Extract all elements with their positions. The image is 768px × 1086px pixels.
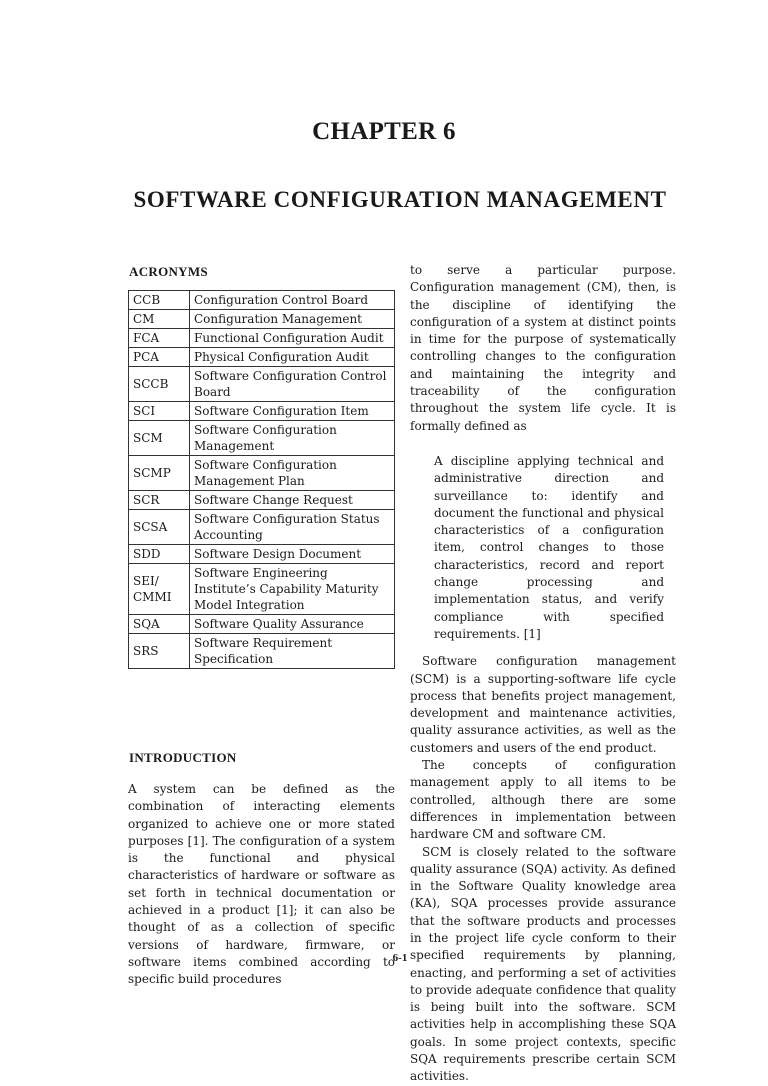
acronym-meaning: Software Requirement Specification [190,634,395,669]
acronym-row [129,545,395,564]
acronym-abbreviation: SCR [129,491,190,510]
acronym-abbreviation: SCSA [129,510,190,545]
acronym-abbreviation: SQA [129,615,190,634]
acronym-meaning: Functional Configuration Audit [190,329,395,348]
acronym-meaning: Software Configuration Management Plan [190,456,395,491]
acronym-abbreviation: PCA [129,348,190,367]
acronym-meaning: Software Quality Assurance [190,615,395,634]
acronym-row [129,367,395,402]
acronym-abbreviation: SCI [129,402,190,421]
acronym-row [129,564,395,615]
acronym-abbreviation: SCM [129,421,190,456]
acronym-row [129,510,395,545]
acronym-row [129,348,395,367]
acronyms-table [128,290,395,669]
acronym-row [129,310,395,329]
acronym-meaning: Configuration Control Board [190,291,395,310]
acronyms-heading: ACRONYMS [129,264,208,279]
acronym-meaning: Software Configuration Item [190,402,395,421]
chapter-subtitle: SOFTWARE CONFIGURATION MANAGEMENT [133,187,667,212]
scm-paragraph: Software configuration management (SCM) is a supporting-software life cycle process that benefits project management, development and maintenance activities, quality assurance activities, as well as the customers and users of the end product. [410,654,676,755]
acronym-meaning: Configuration Management [190,310,395,329]
cm-concepts-paragraph: The concepts of configuration management apply to all items to be controlled, although there are some differences in implementation between hardware CM and software CM. [410,758,676,842]
acronym-abbreviation: SDD [129,545,190,564]
acronym-abbreviation: SCCB [129,367,190,402]
acronym-meaning: Software Configuration Status Accounting [190,510,395,545]
intro-paragraph-continued: to serve a particular purpose. Configuration management (CM), then, is the discipline of identifying the configuration of a system at distinct points in time for the purpose of systematically controlling changes to the configuration and maintaining the integrity and traceability of the configuration throughout the system life cycle. It is formally defined as [410,263,676,433]
intro-paragraph-left: A system can be defined as the combination of interacting elements organized to achieve one or more stated purposes [1]. The configuration of a system is the functional and physical characteristics of hardware or software as set forth in technical documentation or achieved in a product [1]; it can also be thought of as a collection of specific versions of hardware, firmware, or software items combined according to specific build procedures [128,782,395,987]
acronym-meaning: Physical Configuration Audit [190,348,395,367]
acronym-meaning: Software Configuration Control Board [190,367,395,402]
acronym-row [129,421,395,456]
acronym-abbreviation: CCB [129,291,190,310]
acronym-meaning: Software Engineering Institute’s Capability Maturity Model Integration [190,564,395,615]
acronym-abbreviation: FCA [129,329,190,348]
acronym-meaning: Software Design Document [190,545,395,564]
acronym-meaning: Software Change Request [190,491,395,510]
acronym-row [129,456,395,491]
acronym-row [129,329,395,348]
cm-definition-quote: A discipline applying technical and administrative direction and surveillance to: identify and document the functional and physical characteristics of a configuration item, control changes to those characteristics, record and report change processing and implementation status, and verify compliance with specified requirements. [1] [434,453,664,641]
acronym-row [129,634,395,669]
acronym-row [129,402,395,421]
acronym-row [129,491,395,510]
acronym-abbreviation: SCMP [129,456,190,491]
chapter-title: CHAPTER 6 [312,118,456,145]
acronym-row [129,615,395,634]
sqa-paragraph: SCM is closely related to the software quality assurance (SQA) activity. As defined in the Software Quality knowledge area (KA), SQA processes provide assurance that the software products and processes in the project life cycle conform to their specified requirements by planning, enacting, and performing a set of activities to provide adequate confidence that quality is being built into the software. SCM activities help in accomplishing these SQA goals. In some project contexts, specific SQA requirements prescribe certain SCM activities. [410,844,676,1084]
introduction-heading: INTRODUCTION [129,750,237,765]
acronym-abbreviation: CM [129,310,190,329]
acronym-abbreviation: SRS [129,634,190,669]
acronym-meaning: Software Configuration Management [190,421,395,456]
acronym-abbreviation: SEI/ CMMI [129,564,190,615]
page-number: 6-1 [392,952,408,964]
acronym-row [129,291,395,310]
